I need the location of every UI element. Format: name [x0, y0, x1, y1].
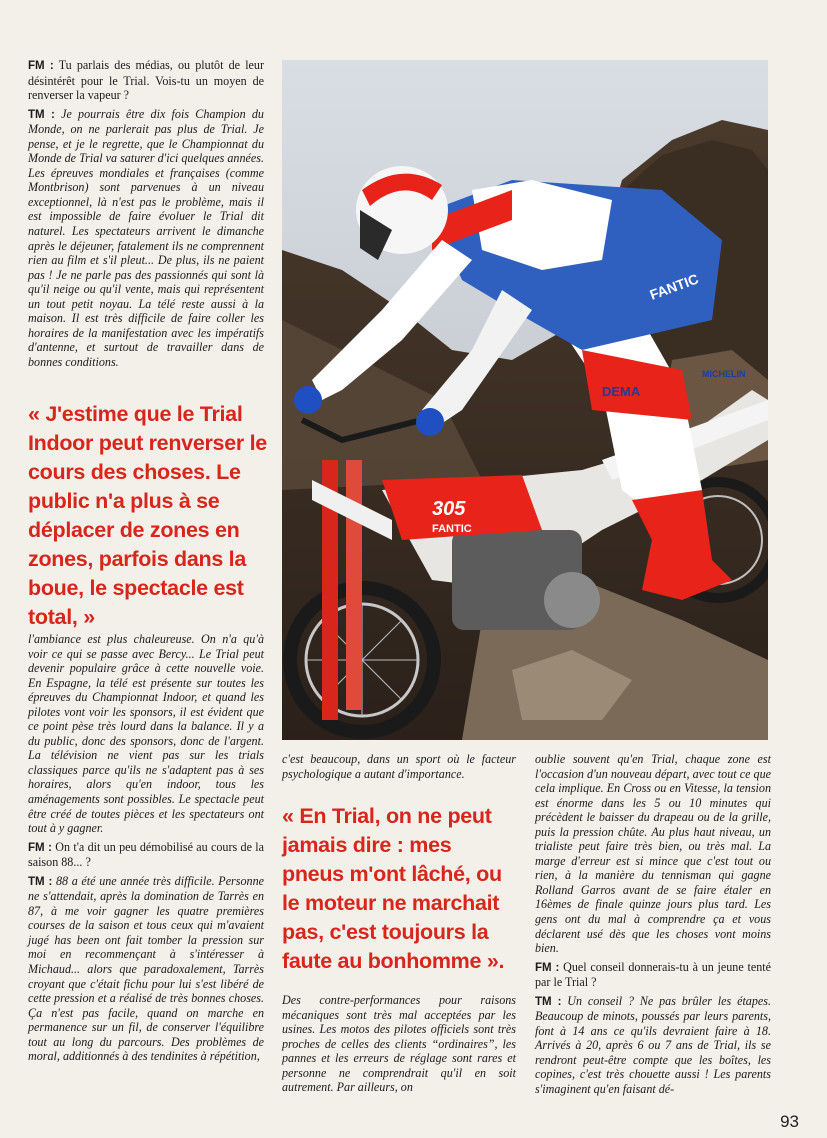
speaker-label: FM : — [28, 60, 54, 72]
page-number: 93 — [780, 1112, 799, 1131]
article-column-2-top — [282, 752, 516, 785]
answer-text: Des contre-performances pour raisons mécaniques sont très mal acceptées par les usines. Les motos des pilotes officiels sont très proches de celles des clients “ordinaires”, les pannes et les erreurs de réglage sont rares et personne ne comprendrait qu'il en soit autrement. Par ailleurs, on — [282, 993, 516, 1095]
answer-text: Je pourrais être dix fois Champion du Monde, on ne parlerait pas plus de Trial. Je pense, et je le regrette, que le Championnat du Monde de Trial va saturer d'ici quelques années. Les épreuves mondiales et françaises (comme Montbrison) sont parvenues à un niveau exceptionnel, là n'est pas le problème, mais il est impossible de faire évoluer le Trial dit naturel. Les spectateurs arrivent le dimanche après le déjeuner, fatalement ils ne comprennent rien au film et s'il pleut... De plus, ils ne paient pas ! Je ne parle pas des passionnés qui sont là qu'il neige ou qu'il vente, mais qui représentent un tout petit noyau. La télé reste aussi à la maison. Il est très difficile de faire coller les horaires de la manifestation avec les impératifs d'antenne, et surtout de travailler dans de bonnes conditions. — [28, 106, 264, 369]
engine-cover — [544, 572, 600, 628]
trial-rider-photo — [282, 60, 768, 740]
speaker-label: FM : — [28, 841, 52, 854]
article-column-3 — [535, 752, 771, 1101]
interview-paragraph — [28, 874, 264, 1064]
interview-paragraph — [282, 993, 516, 1095]
article-column-1-top — [28, 58, 264, 373]
rider-illustration — [282, 60, 768, 740]
article-column-1-bottom — [28, 632, 264, 1068]
interview-paragraph — [535, 994, 771, 1097]
answer-text: l'ambiance est plus chaleureuse. On n'a qu'à voir ce qui se passe avec Bercy... Le Trial peut devenir populaire grâce à cette nouvelle voie. En Espagne, la télé est présente sur toutes les épreuves du Championnat Indoor, et quand les pilotes vont voir les sponsors, il est évident que ce point pèse très lourd dans la balance. Il y a du public, donc des sponsors, donc de l'argent. La télévision ne vient pas sur les trials classiques parce qu'ils ne s'adaptent pas à ses horaires, alors qu'en indoor, tous les aménagements sont possibles. Le spectacle peut être créé de toutes pièces et les spectateurs ont tout à y gagner. — [28, 632, 264, 836]
article-column-2-bottom — [282, 993, 516, 1099]
pull-quote-bonhomme: « En Trial, on ne peut jamais dire : mes pneus m'ont lâché, ou le moteur ne marchait pas, c'est toujours la faute au bonhomme ». — [282, 804, 505, 973]
answer-text: c'est beaucoup, dans un sport où le facteur psychologique a autant d'importance. — [282, 752, 516, 781]
question-text: Tu parlais des médias, ou plutôt de leur désintérêt pour le Trial. Vois-tu un moyen de renverser la vapeur ? — [28, 58, 264, 103]
interview-paragraph — [282, 752, 516, 781]
interview-paragraph — [535, 960, 771, 990]
pull-quote-indoor: « J'estime que le Trial Indoor peut renverser le cours des choses. Le public n'a plus à se déplacer de zones en zones, parfois dans la boue, le spectacle est total, » — [28, 402, 267, 629]
speaker-label: FM : — [535, 961, 560, 974]
question-text: Quel conseil donnerais-tu à un jeune tenté par le Trial ? — [535, 959, 771, 990]
tank-brand-label: FANTIC — [432, 523, 472, 535]
speaker-label: TM : — [535, 995, 562, 1008]
pants-brand-label: DEMA — [602, 384, 641, 399]
question-text: On t'a dit un peu démobilisé au cours de la saison 88... ? — [28, 839, 264, 870]
answer-text: 88 a été une année très difficile. Personne ne s'attendait, après la domination de Tarrès en 87, à me voir gagner les quatre premières courses de la saison et tous ceux qui m'avaient jugé has been ont fait tomber la pression sur moi en recommençant à s'intéresser à Michaud... alors que paradoxalement, Tarrès croyant que c'était fichu pour lui s'est libéré de cette pression et a réalisé de très bonnes choses. Ça n'est pas facile, quand on marche en permanence sur un fil, de conserver l'équilibre tout au long du parcours. Des problèmes de moral, additionnés à des tendinites à répétition, — [28, 873, 264, 1064]
rider-glove — [294, 386, 322, 414]
interview-paragraph — [28, 107, 264, 370]
suit-brand-label: FANTIC — [647, 270, 701, 303]
front-fork — [346, 460, 362, 710]
speaker-label: TM : — [28, 108, 55, 121]
interview-paragraph — [28, 58, 264, 103]
interview-paragraph — [535, 752, 771, 956]
rider-glove — [416, 408, 444, 436]
tank-model-label: 305 — [432, 498, 466, 520]
answer-text: oublie souvent qu'en Trial, chaque zone est l'occasion d'un nouveau départ, avec tout ce que cela implique. En Cross ou en Vitesse, la tension est énorme dans les 5 ou 10 minutes qui précèdent le baisser du drapeau ou de la grille, puis la pression chûte. Au plus haut niveau, un trialiste peut faire très bien, ou très mal. La marge d'erreur est si mince que c'est tout ou rien, à la manière du tennisman qui gagne Rolland Garros avant de se faire étaler en 16èmes de finale quinze jours plus tard. Les gens ont du mal à comprendre ça et vous déclarent usé dès que les choses vont moins bien. — [535, 752, 771, 956]
interview-paragraph — [28, 840, 264, 870]
speaker-label: TM : — [28, 875, 53, 888]
answer-text: Un conseil ? Ne pas brûler les étapes. Beaucoup de minots, poussés par leurs parents, font à 14 ans ce qu'ils devraient faire à 18. Arrivés à 20, après 6 ou 7 ans de Trial, ils se rendront peut-être compte que les boîtes, les copines, c'est très chouette aussi ! Les parents s'imaginent qu'en faisant dé- — [535, 993, 771, 1097]
michelin-label: MICHELIN — [702, 369, 746, 379]
interview-paragraph — [28, 632, 264, 836]
